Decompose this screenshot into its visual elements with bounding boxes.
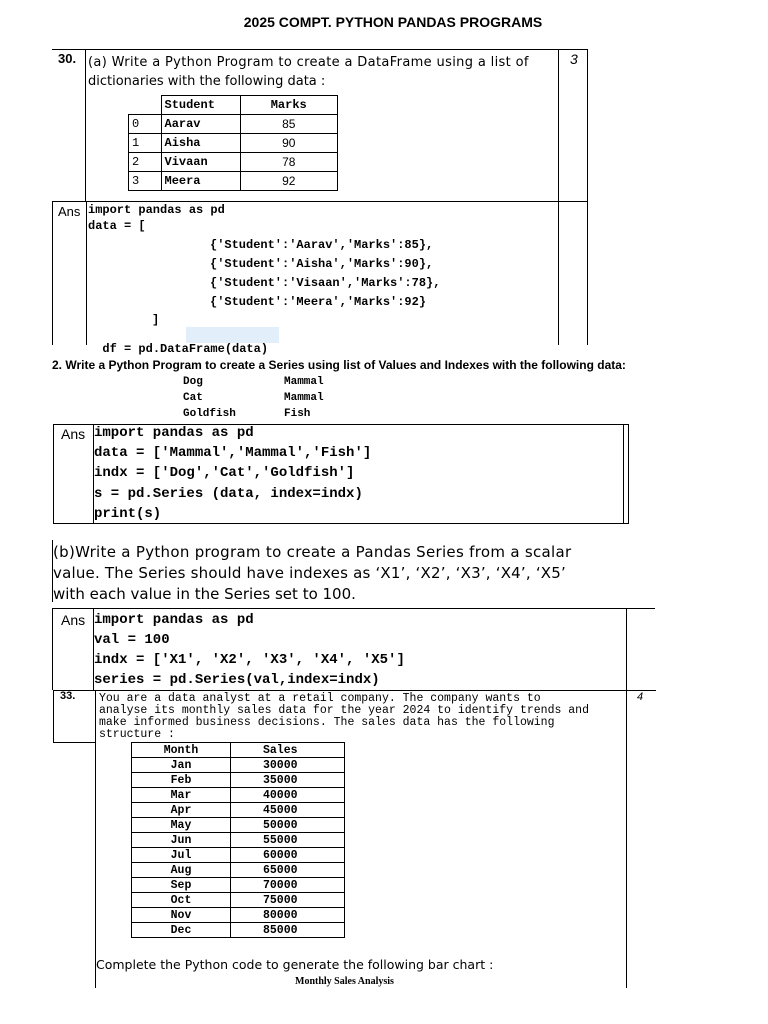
table-cell: 1 xyxy=(129,134,162,153)
table-cell: Oct xyxy=(132,893,231,908)
table-cell: Jul xyxy=(132,848,231,863)
table-row xyxy=(132,788,345,803)
q30-ans-right-divider xyxy=(558,201,559,345)
q30-ans-far-right xyxy=(587,201,588,345)
table-cell: 30000 xyxy=(231,758,345,773)
q33-sales-table xyxy=(131,742,345,938)
q2-code-line xyxy=(94,425,254,441)
q33-left-rule xyxy=(53,690,54,742)
table-row xyxy=(132,758,345,773)
q2b-question-line3: with each value in the Series set to 100. xyxy=(53,585,356,603)
table-cell: Mar xyxy=(132,788,231,803)
q2b-code-line: import pandas as pd xyxy=(94,612,254,628)
table-cell: Apr xyxy=(132,803,231,818)
q33-right-divider xyxy=(626,690,627,988)
q2-value: Mammal xyxy=(284,376,324,388)
q30-ans-label: Ans xyxy=(58,204,81,219)
q30-code-line: {'Student':'Visaan','Marks':78}, xyxy=(210,276,441,290)
table-row xyxy=(132,863,345,878)
q33-question-line4: structure : xyxy=(99,728,175,741)
q2b-question-line2: value. The Series should have indexes as ‘X1’, ‘X2’, ‘X3’, ‘X4’, ‘X5’ xyxy=(53,564,566,582)
q30-number: 30. xyxy=(58,51,77,66)
table-cell: May xyxy=(132,818,231,833)
table-cell: 75000 xyxy=(231,893,345,908)
q2-code-line: print(s) xyxy=(94,506,162,522)
q2-data-row xyxy=(183,408,383,420)
q33-top-rule xyxy=(53,690,656,691)
q33-question-line2: analyse its monthly sales data for the year 2024 to identify trends and xyxy=(99,704,589,717)
q33-question-line3: make informed business decisions. The sales data has the following xyxy=(99,716,555,729)
table-row xyxy=(132,773,345,788)
table-row xyxy=(132,923,345,938)
table-cell: Aarav xyxy=(161,115,240,134)
q2-data-row xyxy=(183,376,383,388)
table-cell: Sep xyxy=(132,878,231,893)
q30-far-right-divider xyxy=(587,49,588,201)
table-cell: Aisha xyxy=(161,134,240,153)
table-header-cell: Month xyxy=(132,743,231,758)
q30-marks: 3 xyxy=(570,51,578,67)
code-text: import pandas as pd xyxy=(94,425,254,441)
q33-bottom-rule xyxy=(53,742,95,743)
table-cell: 40000 xyxy=(231,788,345,803)
q30-code-line: ] xyxy=(152,313,160,327)
q30-code-line: import pandas as pd xyxy=(88,203,225,217)
q2-key: Dog xyxy=(183,376,203,388)
q30-right-divider xyxy=(558,49,559,201)
q2-key: Goldfish xyxy=(183,408,236,420)
table-header-cell: Student xyxy=(161,96,240,115)
table-row xyxy=(132,908,345,923)
table-row xyxy=(132,893,345,908)
table-cell: 35000 xyxy=(231,773,345,788)
table-cell: 2 xyxy=(129,153,162,172)
table-row xyxy=(132,833,345,848)
q2-value: Fish xyxy=(284,408,311,420)
q2-value: Mammal xyxy=(284,392,324,404)
table-header-cell: Sales xyxy=(231,743,345,758)
q2-data-row xyxy=(183,392,383,404)
table-row xyxy=(132,818,345,833)
q33-footer-text: Complete the Python code to generate the following bar chart : xyxy=(96,957,494,972)
q2b-code-line: val = 100 xyxy=(94,632,170,648)
q2b-ans-label: Ans xyxy=(61,612,86,628)
table-cell: 78 xyxy=(240,153,338,172)
q30-code-line: {'Student':'Aarav','Marks':85}, xyxy=(210,238,434,252)
table-row xyxy=(129,134,338,153)
q2b-question-line1: (b)Write a Python program to create a Pandas Series from a scalar xyxy=(53,543,572,561)
table-row xyxy=(129,115,338,134)
q30-code-line: {'Student':'Aisha','Marks':90}, xyxy=(210,257,434,271)
q30-code-line: {'Student':'Meera','Marks':92} xyxy=(210,295,427,309)
table-row xyxy=(129,172,338,191)
table-cell: 3 xyxy=(129,172,162,191)
table-cell: Vivaan xyxy=(161,153,240,172)
q2-code-line: data = ['Mammal','Mammal','Fish'] xyxy=(94,445,372,461)
q2-code-line: indx = ['Dog','Cat','Goldfish'] xyxy=(94,465,355,481)
q2-code-line: s = pd.Series (data, index=indx) xyxy=(94,486,363,502)
q30-left-divider xyxy=(85,49,86,201)
table-cell: 45000 xyxy=(231,803,345,818)
table-cell: 80000 xyxy=(231,908,345,923)
table-header-row xyxy=(132,743,345,758)
table-cell: 92 xyxy=(240,172,338,191)
table-cell: Jun xyxy=(132,833,231,848)
table-cell: 55000 xyxy=(231,833,345,848)
q30-ans-divider xyxy=(86,201,87,345)
q33-number: 33. xyxy=(60,690,76,702)
q33-divider xyxy=(95,690,96,988)
q33-chart-title: Monthly Sales Analysis xyxy=(295,976,394,987)
q33-marks: 4 xyxy=(637,691,644,703)
q30-question-line2: dictionaries with the following data : xyxy=(88,74,326,89)
table-cell: Jan xyxy=(132,758,231,773)
q30-question-line1: (a) Write a Python Program to create a DataFrame using a list of xyxy=(88,55,529,70)
table-header-cell: Marks xyxy=(240,96,338,115)
table-cell: Meera xyxy=(161,172,240,191)
page-title: 2025 COMPT. PYTHON PANDAS PROGRAMS xyxy=(243,14,543,30)
table-cell: 0 xyxy=(129,115,162,134)
table-cell: 85000 xyxy=(231,923,345,938)
table-cell: Nov xyxy=(132,908,231,923)
q2-ans-label: Ans xyxy=(61,426,86,442)
q30-code-line: data = [ xyxy=(88,219,146,233)
table-header-row xyxy=(129,96,338,115)
table-cell: 90 xyxy=(240,134,338,153)
q2b-code-line: indx = ['X1', 'X2', 'X3', 'X4', 'X5'] xyxy=(94,652,405,668)
q2b-ans-right-divider xyxy=(626,608,627,690)
table-cell: 85 xyxy=(240,115,338,134)
table-cell: Feb xyxy=(132,773,231,788)
table-row xyxy=(132,803,345,818)
table-cell: 50000 xyxy=(231,818,345,833)
table-row xyxy=(132,848,345,863)
table-row xyxy=(129,153,338,172)
table-row xyxy=(132,878,345,893)
table-cell: Dec xyxy=(132,923,231,938)
table-cell: Aug xyxy=(132,863,231,878)
q2-ans-right-divider xyxy=(623,424,624,524)
code-text: df = pd.DataFrame(data) xyxy=(102,342,269,356)
table-cell: 60000 xyxy=(231,848,345,863)
q30-student-table xyxy=(128,95,338,191)
q33-question-line1: You are a data analyst at a retail company. The company wants to xyxy=(99,692,541,705)
table-cell: 65000 xyxy=(231,863,345,878)
q30-code-line-highlighted xyxy=(88,328,268,356)
q2-question: 2. Write a Python Program to create a Series using list of Values and Indexes with the following data: xyxy=(52,358,626,372)
q2-key: Cat xyxy=(183,392,203,404)
q2b-code-line: series = pd.Series(val,index=indx) xyxy=(94,672,380,688)
table-cell: 70000 xyxy=(231,878,345,893)
